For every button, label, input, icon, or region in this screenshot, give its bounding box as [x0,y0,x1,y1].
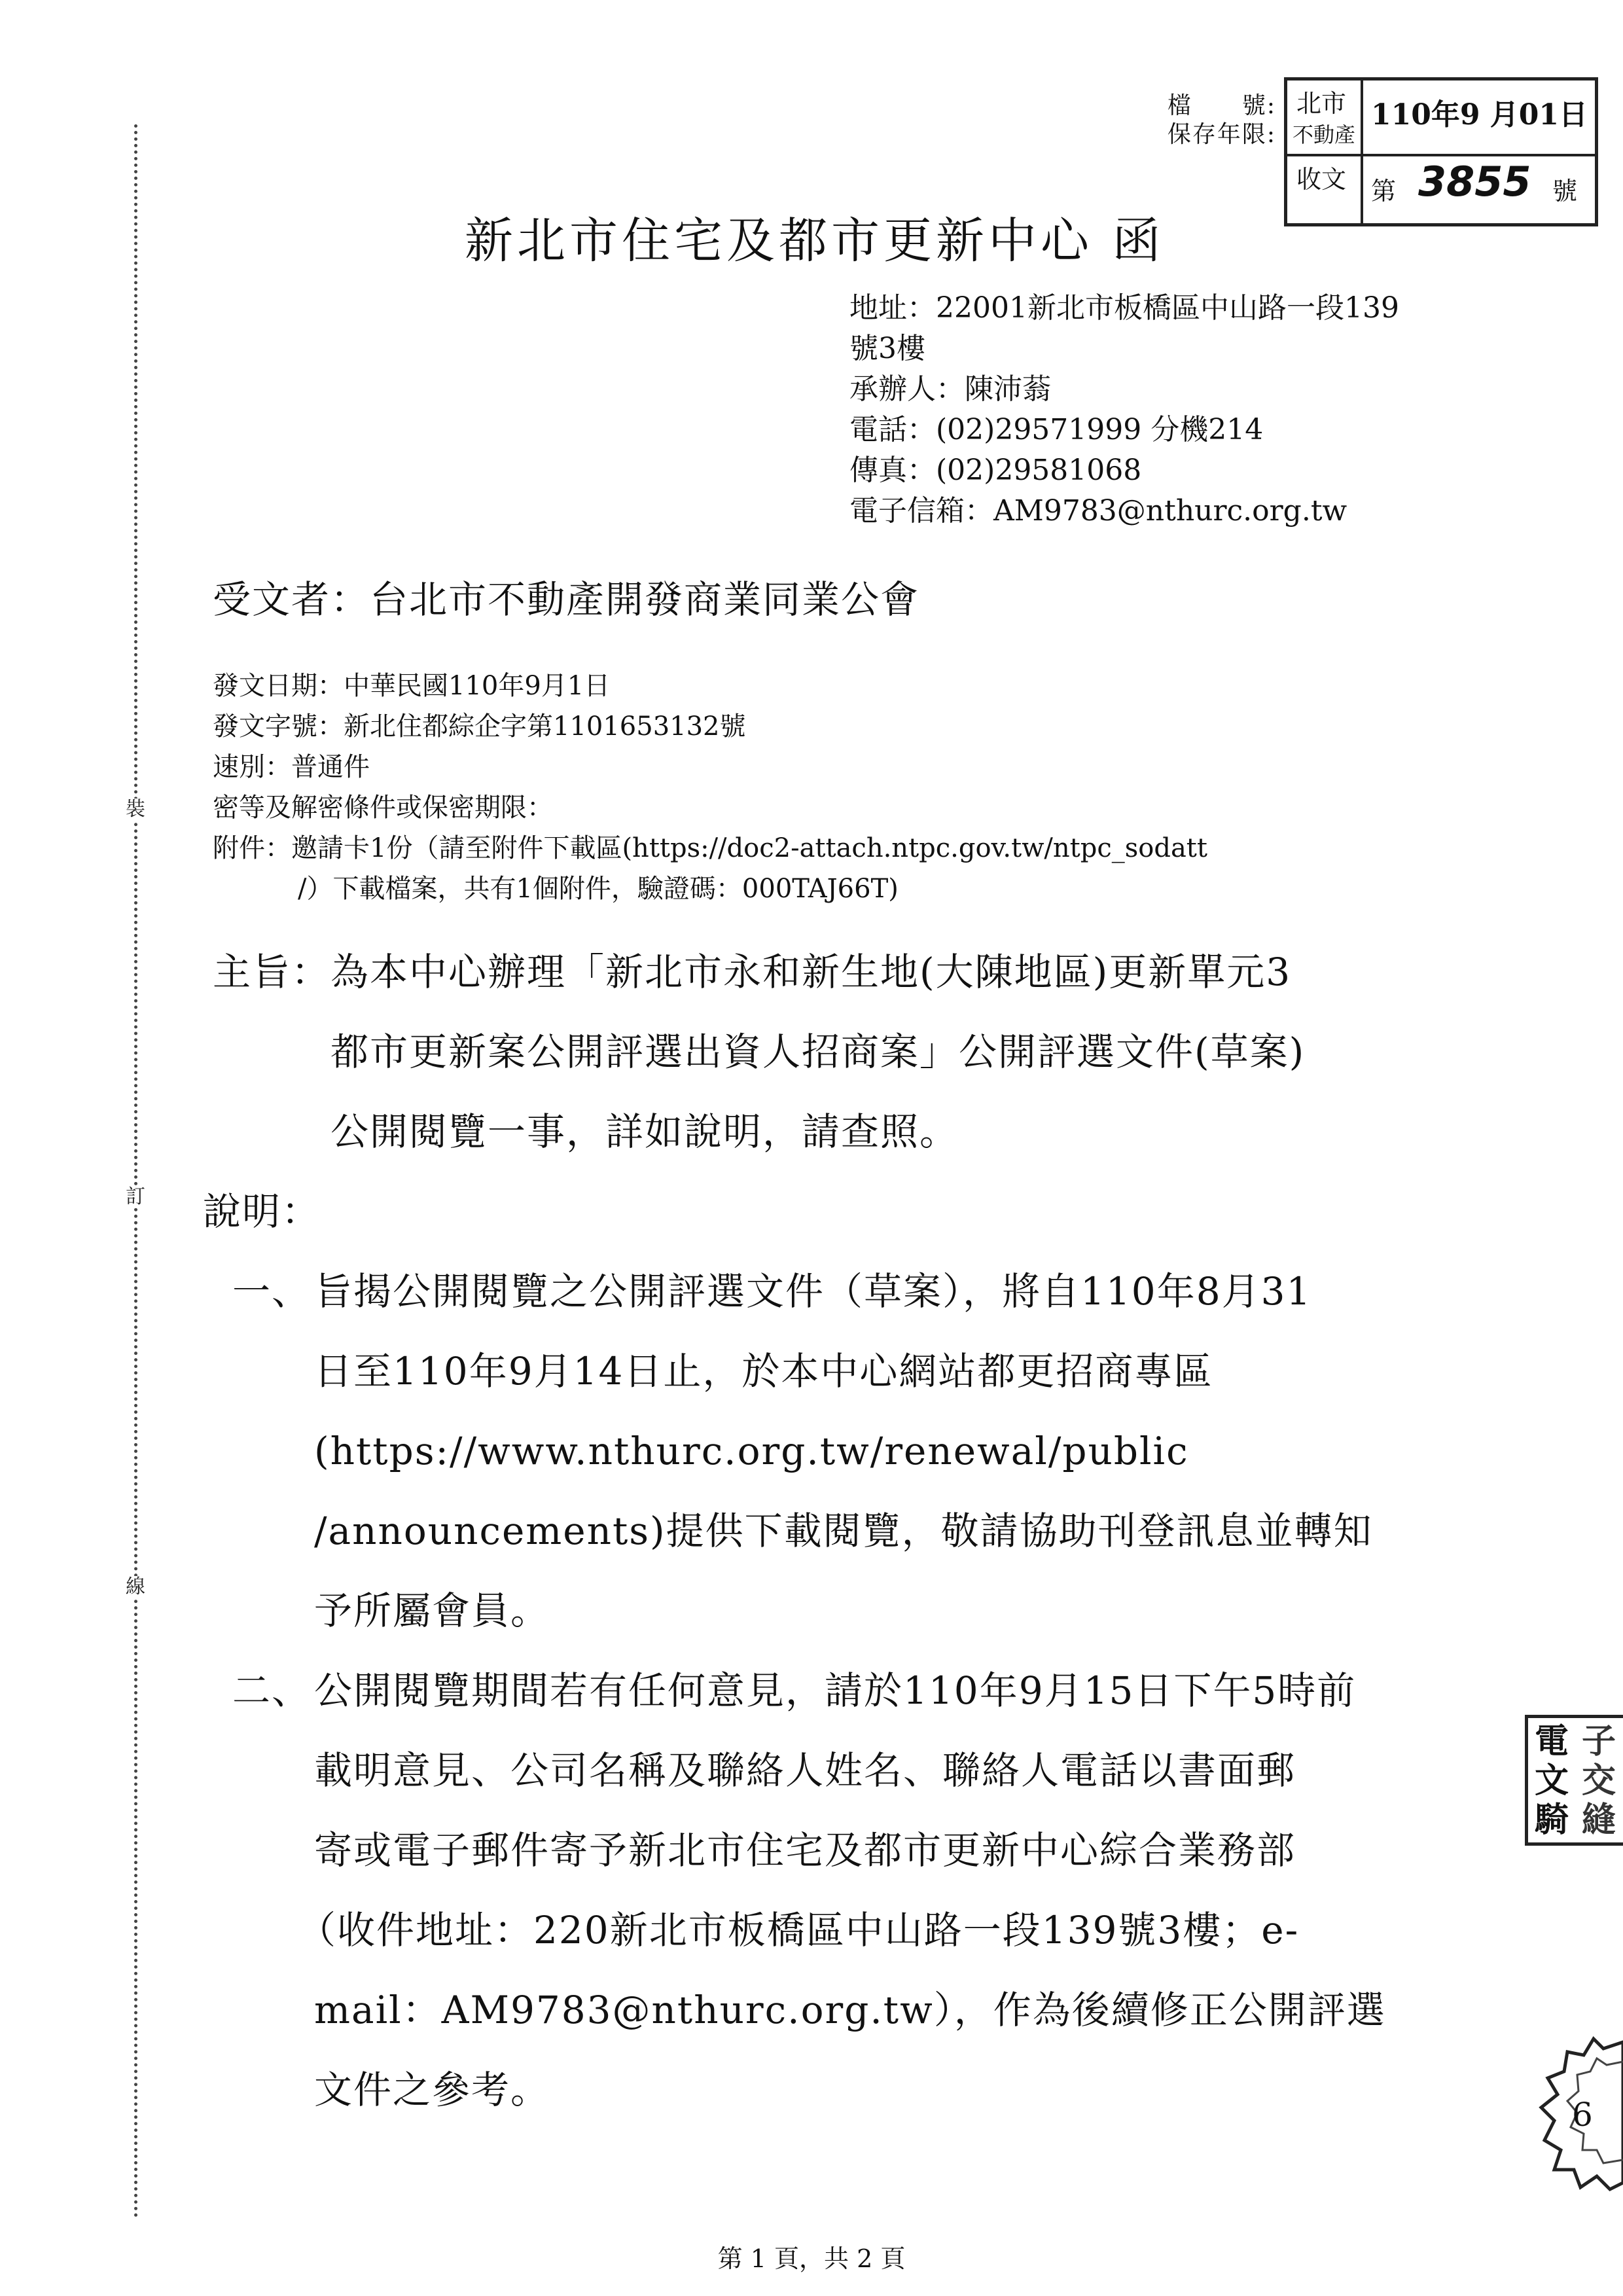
seal-number: 6 [1572,2096,1593,2134]
item1-marker: 一、 [232,1269,312,1314]
item1-line: 旨揭公開閱覽之公開評選文件（草案），將自110年8月31 [314,1269,1312,1314]
file-number-label: 檔 號: [1167,92,1276,119]
sender-address-line2: 號3樓 [849,332,925,365]
sender-email: 電子信箱：AM9783@nthurc.org.tw [849,494,1347,528]
subject-line3: 公開閱覽一事，詳如說明，請查照。 [330,1109,959,1154]
received-stamp [1284,77,1598,226]
stamp-org-line2: 不動產 [1293,122,1356,147]
stamp-org-line1: 北市 [1296,89,1347,118]
seam-stamp-char: 電 [1535,1721,1569,1761]
reference-number: 發文字號：新北住都綜企字第1101653132號 [213,711,746,742]
seal-icon [1531,2036,1623,2193]
seam-stamp-char: 文 [1535,1761,1569,1801]
electronic-seam-stamp [1525,1715,1623,1846]
seam-stamp-char: 騎 [1535,1800,1569,1840]
secrecy-level: 密等及解密條件或保密期限： [213,793,553,823]
attachment-line1: 附件：邀請卡1份（請至附件下載區(https://doc2-attach.ntpc.gov.tw/ntpc_sodatt [213,833,1207,863]
binding-dotted-line [134,124,137,2219]
item2-line: （收件地址：220新北市板橋區中山路一段139號3樓；e- [298,1908,1300,1952]
stamp-no-prefix: 第 [1371,177,1397,206]
subject-label: 主旨： [213,950,331,994]
attachment-line2: /）下載檔案，共有1個附件，驗證碼：000TAJ66T) [298,874,899,904]
stamp-date: 110年9 月01日 [1371,98,1588,132]
subject-line2: 都市更新案公開評選出資人招商案」公開評選文件(草案) [330,1030,1306,1074]
item2-line: 文件之參考。 [314,2068,550,2112]
seam-stamp-char: 交 [1582,1761,1616,1801]
binding-char-ding: 訂 [119,1186,152,1208]
item2-line: 載明意見、公司名稱及聯絡人姓名、聯絡人電話以書面郵 [314,1748,1296,1793]
sender-phone: 電話：(02)29571999 分機214 [849,413,1264,446]
stamp-handwritten-number: 3855 [1418,158,1531,206]
item2-line: mail：AM9783@nthurc.org.tw），作為後續修正公開評選 [314,1988,1386,2032]
issue-date: 發文日期：中華民國110年9月1日 [213,671,611,701]
item1-line: /announcements)提供下載閱覽，敬請協助刊登訊息並轉知 [314,1509,1373,1553]
sender-fax: 傳真：(02)29581068 [849,454,1142,487]
binding-char-xian: 線 [119,1576,152,1598]
seam-stamp-char: 縫 [1582,1800,1616,1840]
item1-line: (https://www.nthurc.org.tw/renewal/public [314,1429,1189,1473]
item1-line: 予所屬會員。 [314,1588,550,1633]
speed-class: 速別：普通件 [213,752,370,782]
sender-handler: 承辦人：陳沛蓊 [849,372,1051,406]
binding-char-zhuang: 裝 [119,798,152,821]
recipient: 受文者：台北市不動產開發商業同業公會 [213,577,920,622]
item2-line: 公開閱覽期間若有任何意見，請於110年9月15日下午5時前 [314,1668,1357,1713]
item2-line: 寄或電子郵件寄予新北市住宅及都市更新中心綜合業務部 [314,1828,1296,1873]
seam-stamp-char: 子 [1582,1722,1616,1761]
retention-label: 保存年限: [1167,121,1276,148]
stamp-org-line3: 收文 [1296,165,1347,194]
explanation-label: 說明： [203,1189,321,1234]
page-footer: 第 1 頁，共 2 頁 [717,2244,906,2273]
stamp-no-suffix: 號 [1552,177,1578,206]
sender-address-line1: 地址：22001新北市板橋區中山路一段139 [849,291,1399,325]
subject-line1: 為本中心辦理「新北市永和新生地(大陳地區)更新單元3 [330,950,1292,994]
document-title: 新北市住宅及都市更新中心 函 [465,213,1165,269]
item2-marker: 二、 [232,1668,312,1713]
item1-line: 日至110年9月14日止，於本中心網站都更招商專區 [314,1349,1213,1393]
